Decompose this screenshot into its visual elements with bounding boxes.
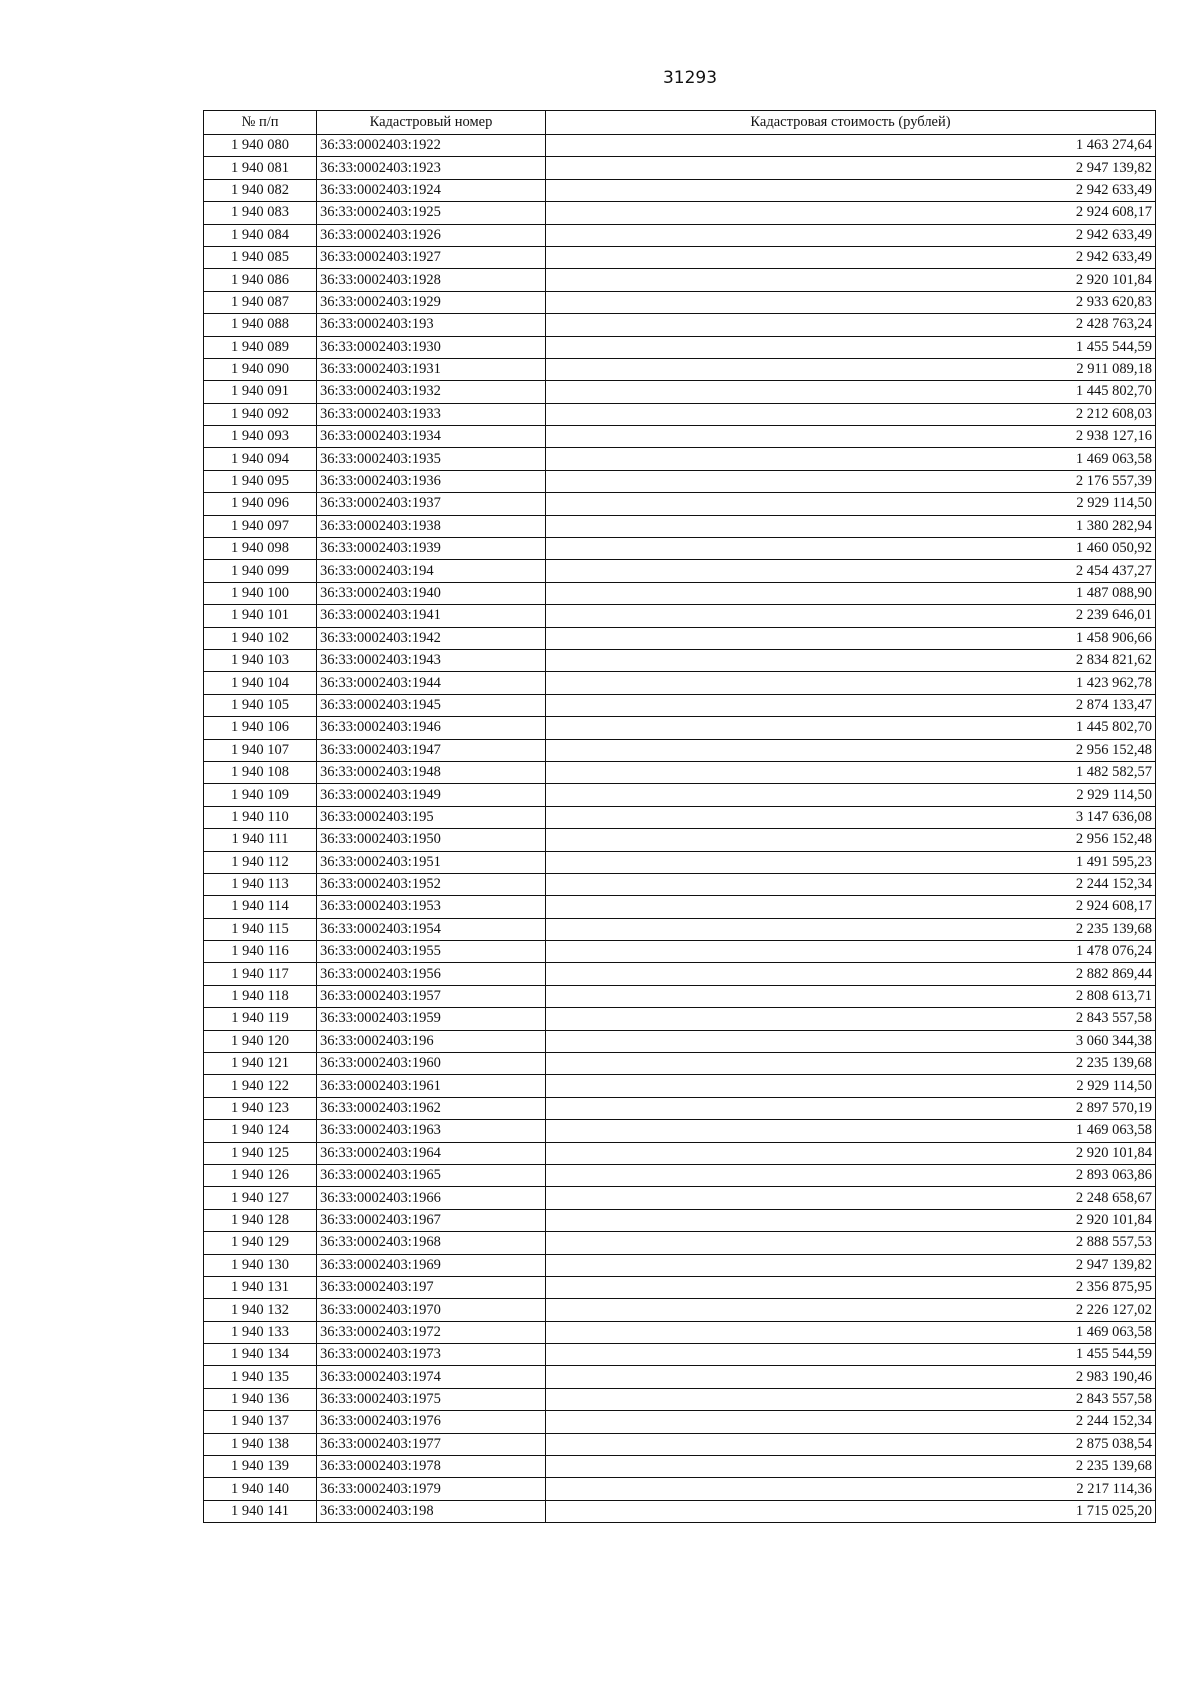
table-row: [204, 179, 1156, 201]
table-row: [204, 381, 1156, 403]
table-row: [204, 784, 1156, 806]
cadastral-value-cell: 2 808 613,71: [546, 985, 1156, 1007]
cadastral-number-cell: 36:33:0002403:1969: [317, 1254, 546, 1276]
cadastral-number-cell: 36:33:0002403:1968: [317, 1232, 546, 1254]
row-number-cell: 1 940 088: [204, 314, 317, 336]
row-number-cell: 1 940 128: [204, 1209, 317, 1231]
table-row: [204, 157, 1156, 179]
table-row: [204, 291, 1156, 313]
table-row: [204, 672, 1156, 694]
table-row: [204, 269, 1156, 291]
cadastral-value-cell: 2 929 114,50: [546, 493, 1156, 515]
cadastral-number-cell: 36:33:0002403:1977: [317, 1433, 546, 1455]
row-number-cell: 1 940 109: [204, 784, 317, 806]
cadastral-value-cell: 1 469 063,58: [546, 448, 1156, 470]
row-number-cell: 1 940 105: [204, 694, 317, 716]
cadastral-value-cell: 2 911 089,18: [546, 358, 1156, 380]
row-number-cell: 1 940 095: [204, 470, 317, 492]
table-row: [204, 1388, 1156, 1410]
table-row: [204, 493, 1156, 515]
cadastral-value-cell: 2 924 608,17: [546, 202, 1156, 224]
cadastral-number-cell: 36:33:0002403:1955: [317, 941, 546, 963]
row-number-cell: 1 940 108: [204, 761, 317, 783]
row-number-cell: 1 940 136: [204, 1388, 317, 1410]
table-row: [204, 873, 1156, 895]
table-row: [204, 314, 1156, 336]
table-row: [204, 1276, 1156, 1298]
cadastral-number-cell: 36:33:0002403:1965: [317, 1164, 546, 1186]
row-number-cell: 1 940 099: [204, 560, 317, 582]
cadastral-number-cell: 36:33:0002403:1942: [317, 627, 546, 649]
cadastral-number-cell: 36:33:0002403:1948: [317, 761, 546, 783]
row-number-cell: 1 940 110: [204, 806, 317, 828]
row-number-cell: 1 940 125: [204, 1142, 317, 1164]
row-number-cell: 1 940 092: [204, 403, 317, 425]
table-row: [204, 1164, 1156, 1186]
table-row: [204, 246, 1156, 268]
cadastral-number-cell: 36:33:0002403:1956: [317, 963, 546, 985]
table-row: [204, 224, 1156, 246]
table-row: [204, 538, 1156, 560]
cadastral-value-cell: 2 843 557,58: [546, 1008, 1156, 1030]
row-number-cell: 1 940 117: [204, 963, 317, 985]
table-row: [204, 1500, 1156, 1522]
row-number-cell: 1 940 118: [204, 985, 317, 1007]
table-row: [204, 941, 1156, 963]
cadastral-value-cell: 1 445 802,70: [546, 381, 1156, 403]
cadastral-value-cell: 2 244 152,34: [546, 1411, 1156, 1433]
cadastral-number-cell: 36:33:0002403:1979: [317, 1478, 546, 1500]
row-number-cell: 1 940 107: [204, 739, 317, 761]
cadastral-number-cell: 36:33:0002403:195: [317, 806, 546, 828]
cadastral-number-cell: 36:33:0002403:1937: [317, 493, 546, 515]
table-row: [204, 1030, 1156, 1052]
row-number-cell: 1 940 132: [204, 1299, 317, 1321]
row-number-cell: 1 940 126: [204, 1164, 317, 1186]
cadastral-value-cell: 2 942 633,49: [546, 179, 1156, 201]
cadastral-value-cell: 1 478 076,24: [546, 941, 1156, 963]
table-row: [204, 1075, 1156, 1097]
cadastral-number-cell: 36:33:0002403:1967: [317, 1209, 546, 1231]
cadastral-value-cell: 1 487 088,90: [546, 582, 1156, 604]
row-number-cell: 1 940 106: [204, 717, 317, 739]
cadastral-number-cell: 36:33:0002403:196: [317, 1030, 546, 1052]
cadastral-number-cell: 36:33:0002403:1930: [317, 336, 546, 358]
table-row: [204, 1478, 1156, 1500]
table-row: [204, 1142, 1156, 1164]
cadastral-number-cell: 36:33:0002403:1970: [317, 1299, 546, 1321]
cadastral-number-cell: 36:33:0002403:1939: [317, 538, 546, 560]
cadastral-value-cell: 2 176 557,39: [546, 470, 1156, 492]
cadastral-number-cell: 36:33:0002403:1926: [317, 224, 546, 246]
row-number-cell: 1 940 086: [204, 269, 317, 291]
table-row: [204, 806, 1156, 828]
cadastral-number-cell: 36:33:0002403:1932: [317, 381, 546, 403]
cadastral-value-cell: 2 929 114,50: [546, 784, 1156, 806]
cadastral-value-cell: 2 942 633,49: [546, 246, 1156, 268]
table-row: [204, 1008, 1156, 1030]
cadastral-number-cell: 36:33:0002403:1940: [317, 582, 546, 604]
row-number-cell: 1 940 104: [204, 672, 317, 694]
row-number-cell: 1 940 135: [204, 1366, 317, 1388]
cadastral-number-cell: 36:33:0002403:194: [317, 560, 546, 582]
cadastral-value-cell: 1 463 274,64: [546, 135, 1156, 157]
table-row: [204, 1187, 1156, 1209]
cadastral-value-cell: 2 983 190,46: [546, 1366, 1156, 1388]
cadastral-number-cell: 36:33:0002403:1952: [317, 873, 546, 895]
table-row: [204, 1456, 1156, 1478]
cadastral-number-cell: 36:33:0002403:1963: [317, 1120, 546, 1142]
cadastral-number-cell: 36:33:0002403:1935: [317, 448, 546, 470]
row-number-cell: 1 940 127: [204, 1187, 317, 1209]
row-number-cell: 1 940 140: [204, 1478, 317, 1500]
table-row: [204, 896, 1156, 918]
row-number-cell: 1 940 124: [204, 1120, 317, 1142]
cadastral-number-cell: 36:33:0002403:1936: [317, 470, 546, 492]
cadastral-number-cell: 36:33:0002403:1933: [317, 403, 546, 425]
cadastral-number-cell: 36:33:0002403:1959: [317, 1008, 546, 1030]
table-row: [204, 649, 1156, 671]
cadastral-value-cell: 2 239 646,01: [546, 605, 1156, 627]
table-row: [204, 426, 1156, 448]
table-row: [204, 605, 1156, 627]
cadastral-value-cell: 2 244 152,34: [546, 873, 1156, 895]
cadastral-value-cell: 1 491 595,23: [546, 851, 1156, 873]
cadastral-value-cell: 2 947 139,82: [546, 157, 1156, 179]
cadastral-value-cell: 2 929 114,50: [546, 1075, 1156, 1097]
cadastral-value-cell: 2 235 139,68: [546, 918, 1156, 940]
cadastral-value-cell: 2 875 038,54: [546, 1433, 1156, 1455]
table-row: [204, 448, 1156, 470]
cadastral-number-cell: 36:33:0002403:1944: [317, 672, 546, 694]
cadastral-number-cell: 36:33:0002403:1923: [317, 157, 546, 179]
cadastral-value-cell: 2 235 139,68: [546, 1456, 1156, 1478]
table-row: [204, 202, 1156, 224]
table-row: [204, 1120, 1156, 1142]
row-number-cell: 1 940 114: [204, 896, 317, 918]
table-row: [204, 336, 1156, 358]
table-row: [204, 985, 1156, 1007]
row-number-cell: 1 940 133: [204, 1321, 317, 1343]
cadastral-value-cell: 1 455 544,59: [546, 1344, 1156, 1366]
row-number-cell: 1 940 102: [204, 627, 317, 649]
cadastral-value-cell: 1 458 906,66: [546, 627, 1156, 649]
cadastral-value-cell: 2 843 557,58: [546, 1388, 1156, 1410]
cadastral-value-cell: 2 897 570,19: [546, 1097, 1156, 1119]
cadastral-number-cell: 36:33:0002403:1964: [317, 1142, 546, 1164]
row-number-cell: 1 940 130: [204, 1254, 317, 1276]
cadastral-value-cell: 1 460 050,92: [546, 538, 1156, 560]
table-row: [204, 963, 1156, 985]
table-row: [204, 582, 1156, 604]
table-row: [204, 1366, 1156, 1388]
cadastral-number-cell: 36:33:0002403:1945: [317, 694, 546, 716]
row-number-cell: 1 940 091: [204, 381, 317, 403]
cadastral-value-cell: 2 947 139,82: [546, 1254, 1156, 1276]
cadastral-value-cell: 2 888 557,53: [546, 1232, 1156, 1254]
cadastral-value-cell: 2 920 101,84: [546, 1142, 1156, 1164]
cadastral-number-cell: 36:33:0002403:1954: [317, 918, 546, 940]
row-number-cell: 1 940 123: [204, 1097, 317, 1119]
row-number-cell: 1 940 087: [204, 291, 317, 313]
cadastral-value-cell: 2 834 821,62: [546, 649, 1156, 671]
cadastral-value-cell: 2 882 869,44: [546, 963, 1156, 985]
cadastral-number-cell: 36:33:0002403:1960: [317, 1053, 546, 1075]
cadastral-number-cell: 36:33:0002403:1922: [317, 135, 546, 157]
row-number-cell: 1 940 084: [204, 224, 317, 246]
cadastral-value-cell: 2 938 127,16: [546, 426, 1156, 448]
row-number-cell: 1 940 112: [204, 851, 317, 873]
cadastral-value-cell: 2 920 101,84: [546, 1209, 1156, 1231]
cadastral-number-cell: 36:33:0002403:1949: [317, 784, 546, 806]
cadastral-value-cell: 2 235 139,68: [546, 1053, 1156, 1075]
table-row: [204, 1411, 1156, 1433]
table-row: [204, 627, 1156, 649]
cadastral-number-cell: 36:33:0002403:1950: [317, 829, 546, 851]
cadastral-number-cell: 36:33:0002403:1925: [317, 202, 546, 224]
row-number-cell: 1 940 083: [204, 202, 317, 224]
cadastral-number-cell: 36:33:0002403:1934: [317, 426, 546, 448]
cadastral-value-table: [203, 110, 1156, 1523]
header-cadastral-number: Кадастровый номер: [317, 111, 546, 135]
table-body: [204, 135, 1156, 1523]
cadastral-value-cell: 2 428 763,24: [546, 314, 1156, 336]
table-row: [204, 1053, 1156, 1075]
table-row: [204, 470, 1156, 492]
row-number-cell: 1 940 129: [204, 1232, 317, 1254]
table-row: [204, 1299, 1156, 1321]
table-row: [204, 1209, 1156, 1231]
cadastral-value-cell: 2 956 152,48: [546, 739, 1156, 761]
table-row: [204, 829, 1156, 851]
cadastral-number-cell: 36:33:0002403:1943: [317, 649, 546, 671]
row-number-cell: 1 940 081: [204, 157, 317, 179]
cadastral-value-cell: 2 874 133,47: [546, 694, 1156, 716]
row-number-cell: 1 940 097: [204, 515, 317, 537]
row-number-cell: 1 940 098: [204, 538, 317, 560]
table-row: [204, 694, 1156, 716]
cadastral-value-cell: 3 147 636,08: [546, 806, 1156, 828]
table-row: [204, 1097, 1156, 1119]
cadastral-value-cell: 2 217 114,36: [546, 1478, 1156, 1500]
table-row: [204, 1254, 1156, 1276]
cadastral-number-cell: 36:33:0002403:1938: [317, 515, 546, 537]
cadastral-number-cell: 36:33:0002403:198: [317, 1500, 546, 1522]
row-number-cell: 1 940 100: [204, 582, 317, 604]
cadastral-number-cell: 36:33:0002403:1962: [317, 1097, 546, 1119]
cadastral-value-cell: 2 924 608,17: [546, 896, 1156, 918]
row-number-cell: 1 940 121: [204, 1053, 317, 1075]
row-number-cell: 1 940 137: [204, 1411, 317, 1433]
table-row: [204, 515, 1156, 537]
cadastral-number-cell: 36:33:0002403:1957: [317, 985, 546, 1007]
row-number-cell: 1 940 120: [204, 1030, 317, 1052]
row-number-cell: 1 940 119: [204, 1008, 317, 1030]
cadastral-number-cell: 36:33:0002403:1924: [317, 179, 546, 201]
cadastral-value-cell: 2 226 127,02: [546, 1299, 1156, 1321]
table-row: [204, 918, 1156, 940]
cadastral-number-cell: 36:33:0002403:1976: [317, 1411, 546, 1433]
cadastral-number-cell: 36:33:0002403:1947: [317, 739, 546, 761]
header-cadastral-value: Кадастровая стоимость (рублей): [546, 111, 1156, 135]
cadastral-value-cell: 1 482 582,57: [546, 761, 1156, 783]
cadastral-number-cell: 36:33:0002403:1953: [317, 896, 546, 918]
row-number-cell: 1 940 131: [204, 1276, 317, 1298]
cadastral-number-cell: 36:33:0002403:193: [317, 314, 546, 336]
cadastral-number-cell: 36:33:0002403:1966: [317, 1187, 546, 1209]
cadastral-value-cell: 2 356 875,95: [546, 1276, 1156, 1298]
row-number-cell: 1 940 094: [204, 448, 317, 470]
table-row: [204, 717, 1156, 739]
cadastral-value-cell: 2 933 620,83: [546, 291, 1156, 313]
header-row-number: № п/п: [204, 111, 317, 135]
cadastral-value-cell: 1 455 544,59: [546, 336, 1156, 358]
cadastral-value-cell: 2 942 633,49: [546, 224, 1156, 246]
table-row: [204, 1433, 1156, 1455]
page-number: 31293: [662, 68, 718, 88]
cadastral-value-cell: 2 956 152,48: [546, 829, 1156, 851]
cadastral-number-cell: 36:33:0002403:1975: [317, 1388, 546, 1410]
cadastral-number-cell: 36:33:0002403:1974: [317, 1366, 546, 1388]
table-row: [204, 358, 1156, 380]
cadastral-number-cell: 36:33:0002403:197: [317, 1276, 546, 1298]
row-number-cell: 1 940 093: [204, 426, 317, 448]
table-row: [204, 135, 1156, 157]
cadastral-number-cell: 36:33:0002403:1931: [317, 358, 546, 380]
table-row: [204, 851, 1156, 873]
row-number-cell: 1 940 139: [204, 1456, 317, 1478]
row-number-cell: 1 940 116: [204, 941, 317, 963]
cadastral-value-cell: 2 920 101,84: [546, 269, 1156, 291]
table-row: [204, 1232, 1156, 1254]
table-row: [204, 560, 1156, 582]
row-number-cell: 1 940 141: [204, 1500, 317, 1522]
cadastral-value-cell: 3 060 344,38: [546, 1030, 1156, 1052]
cadastral-number-cell: 36:33:0002403:1928: [317, 269, 546, 291]
row-number-cell: 1 940 089: [204, 336, 317, 358]
row-number-cell: 1 940 082: [204, 179, 317, 201]
cadastral-number-cell: 36:33:0002403:1941: [317, 605, 546, 627]
cadastral-value-cell: 1 380 282,94: [546, 515, 1156, 537]
row-number-cell: 1 940 101: [204, 605, 317, 627]
cadastral-number-cell: 36:33:0002403:1978: [317, 1456, 546, 1478]
cadastral-value-cell: 2 454 437,27: [546, 560, 1156, 582]
row-number-cell: 1 940 090: [204, 358, 317, 380]
table-row: [204, 403, 1156, 425]
table-row: [204, 761, 1156, 783]
cadastral-number-cell: 36:33:0002403:1946: [317, 717, 546, 739]
table-row: [204, 739, 1156, 761]
row-number-cell: 1 940 138: [204, 1433, 317, 1455]
cadastral-number-cell: 36:33:0002403:1929: [317, 291, 546, 313]
row-number-cell: 1 940 111: [204, 829, 317, 851]
row-number-cell: 1 940 122: [204, 1075, 317, 1097]
cadastral-value-cell: 1 469 063,58: [546, 1321, 1156, 1343]
table-row: [204, 1344, 1156, 1366]
row-number-cell: 1 940 113: [204, 873, 317, 895]
table-row: [204, 1321, 1156, 1343]
row-number-cell: 1 940 080: [204, 135, 317, 157]
cadastral-value-cell: 2 893 063,86: [546, 1164, 1156, 1186]
cadastral-number-cell: 36:33:0002403:1951: [317, 851, 546, 873]
cadastral-number-cell: 36:33:0002403:1961: [317, 1075, 546, 1097]
cadastral-number-cell: 36:33:0002403:1972: [317, 1321, 546, 1343]
row-number-cell: 1 940 115: [204, 918, 317, 940]
cadastral-number-cell: 36:33:0002403:1973: [317, 1344, 546, 1366]
cadastral-value-cell: 1 469 063,58: [546, 1120, 1156, 1142]
cadastral-value-cell: 1 423 962,78: [546, 672, 1156, 694]
row-number-cell: 1 940 085: [204, 246, 317, 268]
table-header-row: [204, 111, 1156, 135]
row-number-cell: 1 940 096: [204, 493, 317, 515]
cadastral-value-cell: 1 445 802,70: [546, 717, 1156, 739]
row-number-cell: 1 940 134: [204, 1344, 317, 1366]
cadastral-number-cell: 36:33:0002403:1927: [317, 246, 546, 268]
row-number-cell: 1 940 103: [204, 649, 317, 671]
cadastral-value-cell: 2 212 608,03: [546, 403, 1156, 425]
cadastral-value-cell: 2 248 658,67: [546, 1187, 1156, 1209]
cadastral-value-cell: 1 715 025,20: [546, 1500, 1156, 1522]
